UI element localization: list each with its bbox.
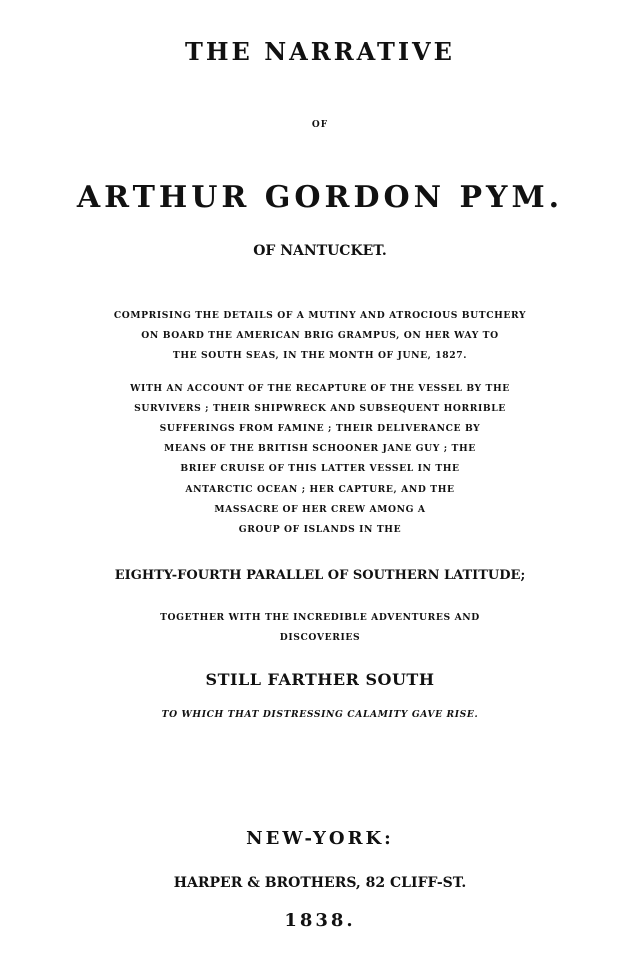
together-line: DISCOVERIES	[279, 633, 361, 643]
account-line: SURVIVERS ; THEIR SHIPWRECK AND SUBSEQUENT HORRIBLE	[134, 404, 506, 414]
book-title: THE NARRATIVE	[185, 37, 455, 66]
description-line: COMPRISING THE DETAILS OF A MUTINY AND ATROCIOUS BUTCHERY	[113, 311, 527, 321]
account-line: ANTARCTIC OCEAN ; HER CAPTURE, AND THE	[185, 485, 455, 495]
calamity-line: TO WHICH THAT DISTRESSING CALAMITY GAVE RISE.	[161, 710, 479, 720]
farther-south-heading: STILL FARTHER SOUTH	[205, 670, 435, 689]
of-connector: OF	[311, 120, 329, 130]
imprint-publisher: HARPER & BROTHERS, 82 CLIFF-ST.	[173, 875, 467, 891]
subject-name: ARTHUR GORDON PYM.	[76, 180, 564, 215]
description-line: ON BOARD THE AMERICAN BRIG GRAMPUS, ON HER WAY TO	[141, 331, 499, 341]
account-line: WITH AN ACCOUNT OF THE RECAPTURE OF THE VESSEL BY THE	[130, 384, 510, 394]
account-line: SUFFERINGS FROM FAMINE ; THEIR DELIVERANCE BY	[159, 424, 481, 434]
account-line: MASSACRE OF HER CREW AMONG A	[214, 505, 426, 515]
account-line: GROUP OF ISLANDS IN THE	[238, 525, 402, 535]
together-line: TOGETHER WITH THE INCREDIBLE ADVENTURES AND	[160, 613, 480, 623]
account-line: BRIEF CRUISE OF THIS LATTER VESSEL IN THE	[180, 464, 460, 474]
account-line: MEANS OF THE BRITISH SCHOONER JANE GUY ; THE	[164, 444, 476, 454]
imprint-city: NEW-YORK:	[246, 828, 394, 849]
subject-origin: OF NANTUCKET.	[253, 243, 387, 259]
imprint-year: 1838.	[284, 910, 356, 931]
description-line: THE SOUTH SEAS, IN THE MONTH OF JUNE, 1827.	[172, 351, 468, 361]
parallel-heading: EIGHTY-FOURTH PARALLEL OF SOUTHERN LATITUDE;	[114, 568, 526, 583]
